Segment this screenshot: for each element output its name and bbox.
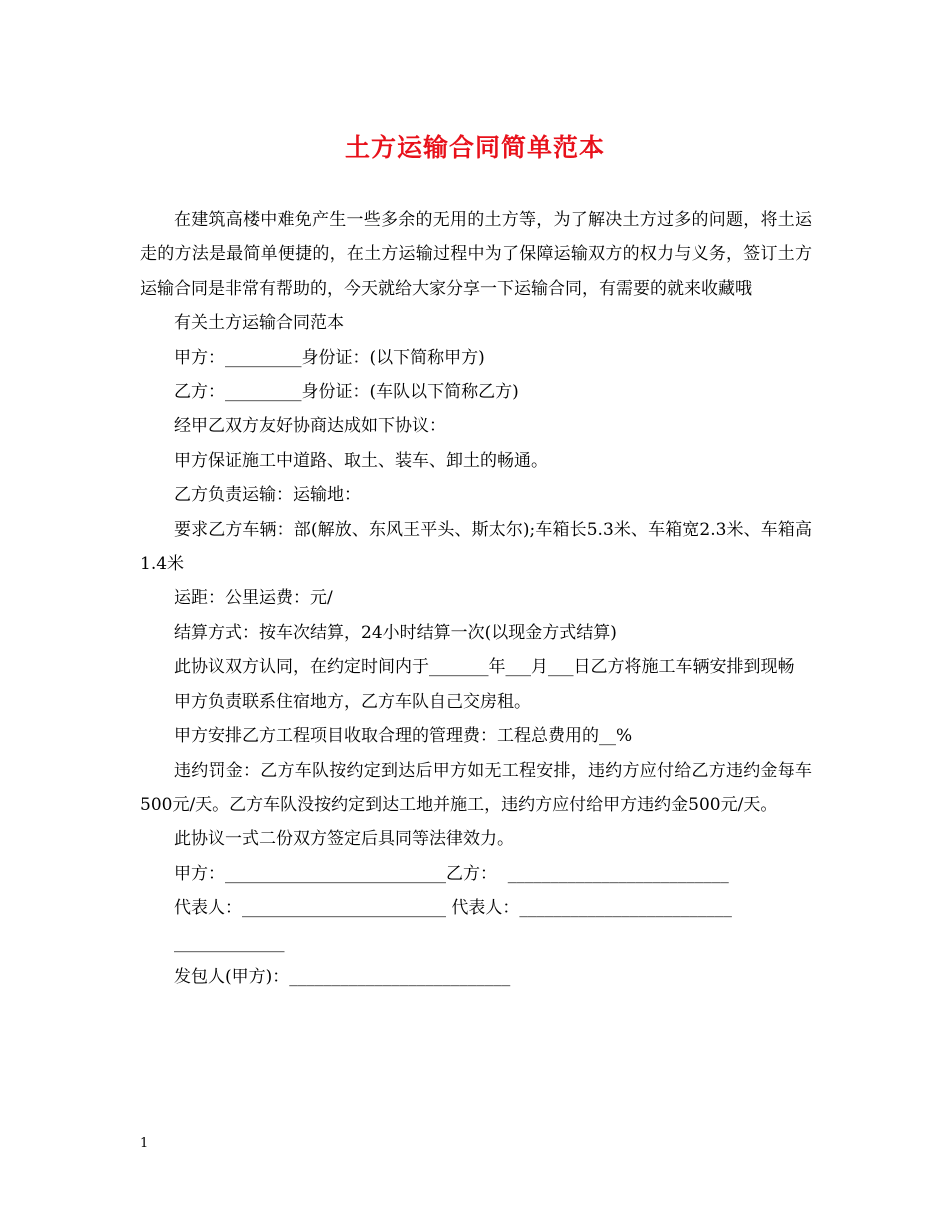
clause-distance-fee: 运距：公里运费：元/	[174, 588, 333, 609]
section-heading: 有关土方运输合同范本	[174, 313, 344, 334]
intro-paragraph: 在建筑高楼中难免产生一些多余的无用的土方等，为了解决土方过多的问题，将土运走的方法是最简单便捷的，在土方运输过程中为了保障运输双方的权力与义务，签订土方运输合同是非常有帮助的，今天就给大家分享一下运输合同，有需要的就来收藏哦	[140, 210, 812, 299]
document-body	[140, 203, 812, 994]
clause-copies: 此协议一式二份双方签定后具同等法律效力。	[174, 829, 514, 850]
clause-settlement: 结算方式：按车次结算，24小时结算一次(以现金方式结算)	[174, 622, 617, 643]
party-a-line: 甲方：_________身份证：(以下简称甲方)	[174, 347, 485, 368]
signature-representative-line: 代表人：________________________ 代表人：_________________________	[174, 898, 732, 919]
signature-party-line: 甲方：__________________________乙方： __________________________	[174, 863, 729, 884]
clause-road-access: 甲方保证施工中道路、取土、装车、卸土的畅通。	[174, 450, 548, 471]
clause-accommodation: 甲方负责联系住宿地方，乙方车队自己交房租。	[174, 691, 531, 712]
clause-schedule: 此协议双方认同，在约定时间内于_______年___月___日乙方将施工车辆安排到现畅	[174, 657, 795, 678]
page-number: 1	[140, 1136, 149, 1151]
signature-continuation-line: _____________	[174, 932, 285, 953]
clause-vehicle-requirements: 要求乙方车辆：部(解放、东风王平头、斯太尔);车箱长5.3米、车箱宽2.3米、车箱高1.4米	[140, 519, 812, 575]
document-title: 土方运输合同简单范本	[344, 133, 605, 162]
signature-contractor-line: 发包人(甲方)：__________________________	[174, 966, 511, 987]
clause-management-fee: 甲方安排乙方工程项目收取合理的管理费：工程总费用的__%	[174, 726, 633, 747]
agreement-intro: 经甲乙双方友好协商达成如下协议：	[174, 416, 446, 437]
clause-penalty: 违约罚金：乙方车队按约定到达后甲方如无工程安排，违约方应付给乙方违约金每车500元/天。乙方车队没按约定到达工地并施工，违约方应付给甲方违约金500元/天。	[140, 760, 812, 815]
clause-transport-destination: 乙方负责运输：运输地：	[174, 485, 361, 506]
party-b-line: 乙方：_________身份证：(车队以下简称乙方)	[174, 382, 519, 403]
